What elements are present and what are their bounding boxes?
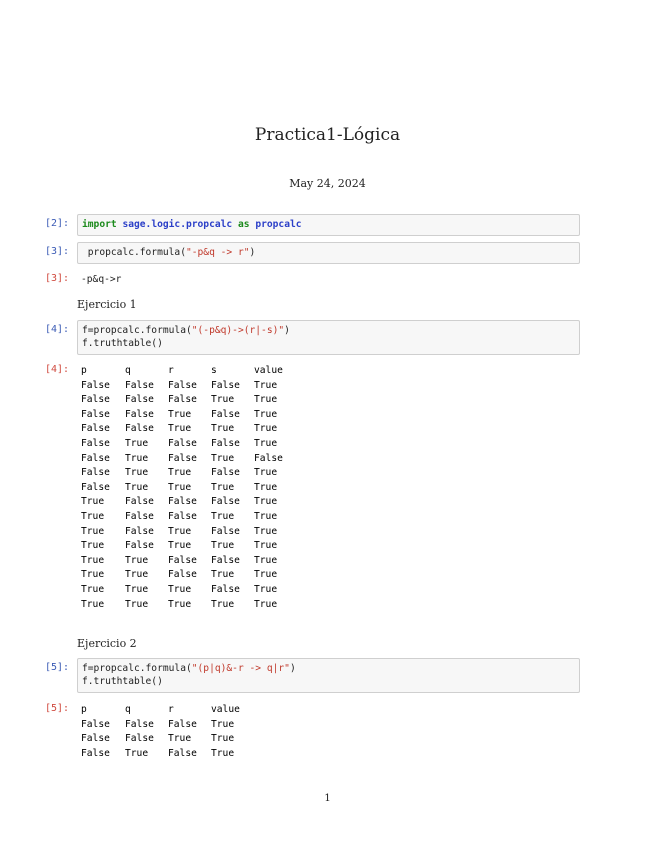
input-prompt: [4]: [45,324,70,335]
table-row [81,393,283,408]
table-cell: True [211,569,235,581]
table-cell: False [81,467,110,479]
output-prompt: [5]: [45,703,70,714]
table-cell: False [125,510,154,522]
table-cell: True [81,598,105,610]
table-cell: False [168,569,197,581]
table-cell: False [125,540,154,552]
module-alias: propcalc [255,219,302,230]
table-row [81,466,283,481]
code-text: ) [249,247,256,258]
table-cell: True [125,437,149,449]
table-row [81,583,283,598]
output-prompt: [3]: [45,273,70,284]
table-row [81,525,283,540]
table-cell: True [254,423,278,435]
code-text: f.truthtable() [82,676,163,687]
table-cell: False [168,718,197,730]
table-cell: True [168,408,192,420]
table-cell: True [81,510,105,522]
table-cell: True [254,598,278,610]
table-cell: True [211,452,235,464]
table-cell: False [254,452,283,464]
table-cell: False [81,437,110,449]
table-header-cell: value [211,704,240,715]
input-prompt: [5]: [45,662,70,673]
table-cell: False [81,452,110,464]
code-text: ) [289,663,296,674]
table-header-cell: r [168,704,174,715]
table-cell: True [168,525,192,537]
code-text: f=propcalc.formula( [82,663,192,674]
code-string: "(-p&q)->(r|-s)" [191,325,285,336]
table-cell: True [211,718,235,730]
table-cell: True [254,525,278,537]
table-cell: True [125,481,149,493]
table-cell: False [81,747,110,759]
table-cell: False [168,379,197,391]
table-cell: False [168,496,197,508]
table-cell: True [211,598,235,610]
table-cell: True [168,481,192,493]
table-row [81,422,283,437]
table-cell: True [254,467,278,479]
table-row [81,539,283,554]
table-cell: False [125,379,154,391]
table-cell: True [254,496,278,508]
table-cell: False [81,379,110,391]
table-cell: False [168,452,197,464]
table-cell: True [254,540,278,552]
table-cell: True [125,467,149,479]
table-cell: False [211,379,240,391]
table-row [81,408,283,423]
table-cell: False [81,718,110,730]
code-cell-3 [45,242,580,264]
table-cell: False [81,423,110,435]
table-cell: True [168,733,192,745]
table-cell: False [211,525,240,537]
table-cell: False [81,481,110,493]
table-cell: False [211,554,240,566]
table-row [81,379,283,394]
table-cell: True [254,481,278,493]
table-cell: True [211,423,235,435]
table-cell: True [168,598,192,610]
table-cell: False [211,496,240,508]
table-cell: True [81,525,105,537]
table-row [81,452,283,467]
table-cell: False [168,437,197,449]
table-cell: True [125,747,149,759]
table-row [81,495,283,510]
table-row [81,568,283,583]
code-cell-2 [45,214,580,236]
output-text: -p&q->r [81,274,122,285]
module-name: sage.logic.propcalc [122,219,233,230]
table-cell: True [81,496,105,508]
table-row [81,437,283,452]
table-cell: True [125,452,149,464]
table-row [81,598,283,613]
table-cell: True [254,437,278,449]
table-cell: True [211,540,235,552]
keyword-as: as [237,219,250,230]
code-text: ) [284,325,290,336]
table-cell: True [254,408,278,420]
table-cell: True [254,554,278,566]
table-row [81,510,283,525]
code-editor[interactable] [77,242,580,264]
code-text: propcalc.formula( [82,247,186,258]
table-header-cell: s [211,365,217,376]
table-cell: True [168,540,192,552]
code-text: f=propcalc.formula( [82,325,192,336]
table-header-cell: r [168,365,174,376]
input-prompt: [2]: [45,218,70,229]
table-cell: True [125,569,149,581]
code-cell-5 [45,658,580,693]
table-cell: False [81,733,110,745]
truth-table-2 [81,703,254,761]
table-row [81,732,254,747]
table-cell: True [81,540,105,552]
table-cell: True [211,394,235,406]
document-date: May 24, 2024 [289,177,366,190]
page-number: 1 [324,793,331,804]
document-title: Practica1-Lógica [254,125,401,145]
table-cell: False [125,718,154,730]
table-cell: True [211,733,235,745]
code-cell-4 [45,320,580,355]
code-string: "(p|q)&-r -> q|r" [191,663,290,674]
table-cell: False [125,733,154,745]
output-cell-4 [45,364,580,614]
table-cell: True [211,481,235,493]
table-cell: False [168,747,197,759]
table-cell: True [254,583,278,595]
table-cell: False [211,583,240,595]
table-header-cell: q [125,365,131,376]
table-row [81,747,254,762]
table-row [81,718,254,733]
truth-table-1 [81,364,283,612]
table-cell: False [125,423,154,435]
table-cell: False [168,394,197,406]
table-cell: True [211,510,235,522]
table-cell: False [125,496,154,508]
table-cell: False [125,408,154,420]
input-prompt: [3]: [45,246,70,257]
table-cell: False [125,394,154,406]
table-cell: False [211,437,240,449]
table-row [81,554,283,569]
output-cell-5 [45,703,580,765]
table-cell: True [125,583,149,595]
table-cell: False [125,525,154,537]
table-cell: True [81,554,105,566]
code-text: f.truthtable() [82,338,163,349]
table-cell: False [211,408,240,420]
table-cell: True [81,583,105,595]
table-cell: True [168,467,192,479]
table-header-cell: value [254,365,283,376]
table-cell: True [125,598,149,610]
code-editor[interactable] [77,658,580,693]
output-prompt: [4]: [45,364,70,375]
table-cell: True [254,569,278,581]
code-editor[interactable] [77,320,580,355]
table-cell: True [168,423,192,435]
table-cell: True [81,569,105,581]
table-cell: True [254,394,278,406]
table-row [81,481,283,496]
table-cell: False [81,408,110,420]
table-cell: True [254,510,278,522]
code-string: "-p&q -> r" [185,247,250,258]
table-header-cell: p [81,365,87,376]
table-header-cell: q [125,704,131,715]
code-editor[interactable] [77,214,580,236]
output-cell-3 [45,273,580,289]
table-cell: False [168,510,197,522]
table-header-row [81,364,283,379]
section-heading-ejercicio-2: Ejercicio 2 [77,637,137,650]
table-cell: True [211,747,235,759]
table-cell: True [168,583,192,595]
table-header-cell: p [81,704,87,715]
section-heading-ejercicio-1: Ejercicio 1 [77,298,137,311]
keyword-import: import [82,219,117,230]
table-cell: False [168,554,197,566]
table-header-row [81,703,254,718]
table-cell: True [254,379,278,391]
table-cell: False [211,467,240,479]
table-cell: True [125,554,149,566]
table-cell: False [81,394,110,406]
